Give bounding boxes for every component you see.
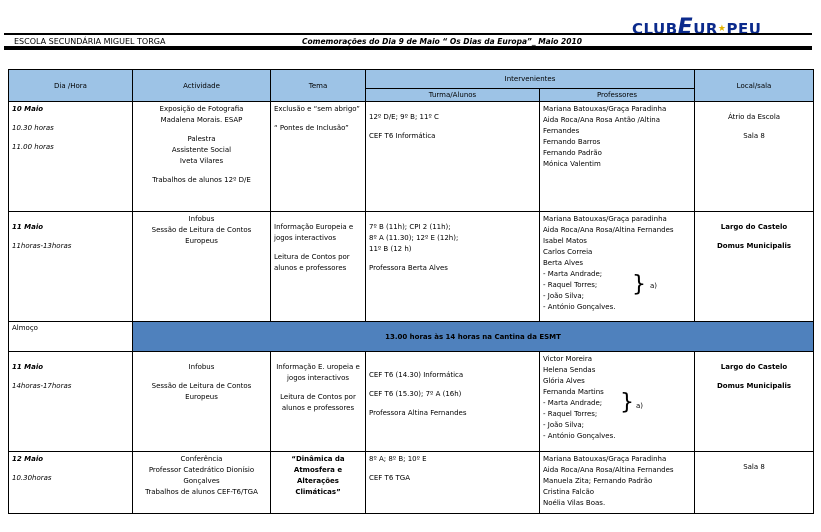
schedule-row: [9, 102, 814, 212]
brace-note: a): [650, 282, 658, 290]
row2-place: Largo do Castelo Domus Municipalis: [695, 212, 814, 322]
row1-classes: 12º D/E; 9º B; 11º C CEF T6 Informática: [366, 102, 540, 212]
row4-theme: “Dinâmica da Atmosfera e Alterações Climáticas”: [271, 452, 366, 514]
row2-teachers: Mariana Batouxas/Graça paradinha Aida Roca/Ana Rosa/Altina Fernandes Isabel Matos Carlos Correia Berta Alves - Marta Andrade; - Raquel Torres; - João Silva; - António Gonçalves. } a): [540, 212, 695, 322]
event-title: Comemorações do Dia 9 de Maio “ Os Dias da Europa”_ Maio 2010: [302, 37, 582, 46]
row1-teachers: Mariana Batouxas/Graça Paradinha Aida Roca/Ana Rosa Antão /Altina Fernandes Fernando Barros Fernando Padrão Mónica Valentim: [540, 102, 695, 212]
logo-text-club: CLUB: [632, 20, 678, 38]
lunch-row: [9, 322, 814, 352]
brace-note: a): [636, 402, 644, 410]
col-teachers: Professores: [540, 89, 695, 102]
row2-theme: Informação Europeia e jogos interactivos Leitura de Contos por alunos e professores: [271, 212, 366, 322]
logo-text-e: E: [677, 15, 694, 40]
schedule-row: [9, 452, 814, 514]
lunch-label: Almoço: [9, 322, 133, 352]
row4-place: Sala 8: [695, 452, 814, 514]
schedule-table: [8, 69, 814, 514]
row3-place: Largo do Castelo Domus Municipalis: [695, 352, 814, 452]
row1-activity: Exposição de Fotografia Madalena Morais. ESAP Palestra Assistente Social Iveta Vilares Trabalhos de alunos 12º D/E: [133, 102, 271, 212]
row4-classes: 8º A; 8º B; 10º E CEF T6 TGA: [366, 452, 540, 514]
header-row-1: [9, 70, 814, 89]
row2-activity: Infobus Sessão de Leitura de Contos Europeus: [133, 212, 271, 322]
col-activity: Actividade: [133, 70, 271, 102]
school-name: ESCOLA SECUNDÁRIA MIGUEL TORGA: [14, 37, 166, 46]
lunch-banner: 13.00 horas às 14 horas na Cantina da ESMT: [133, 322, 814, 352]
col-participants: Intervenientes: [366, 70, 695, 89]
brace-icon: }: [620, 390, 634, 415]
col-theme: Tema: [271, 70, 366, 102]
row3-day: 11 Maio 14horas-17horas: [9, 352, 133, 452]
row1-place: Átrio da Escola Sala 8: [695, 102, 814, 212]
logo-text-ur: UR: [693, 20, 718, 38]
logo-star-icon: ★: [717, 24, 727, 34]
logo-text-peu: PEU: [726, 20, 762, 38]
schedule-row: [9, 212, 814, 322]
document-header: [4, 33, 812, 50]
row4-teachers: Mariana Batouxas/Graça Paradinha Aida Roca/Ana Rosa/Altina Fernandes Manuela Zita; Fernando Padrão Cristina Falcão Noélia Vilas Boas.: [540, 452, 695, 514]
row3-activity: Infobus Sessão de Leitura de Contos Europeus: [133, 352, 271, 452]
col-place: Local/sala: [695, 70, 814, 102]
row2-classes: 7º B (11h); CPI 2 (11h); 8º A (11.30); 12º E (12h); 11º B (12 h) Professora Berta Alves: [366, 212, 540, 322]
schedule-row: [9, 352, 814, 452]
col-day: Dia /Hora: [9, 70, 133, 102]
brace-icon: }: [632, 272, 646, 297]
row4-day: 12 Maio 10.30horas: [9, 452, 133, 514]
row3-teachers: Victor Moreira Helena Sendas Glória Alves Fernanda Martins - Marta Andrade; - Raquel Torres; - João Silva; - António Gonçalves. } a): [540, 352, 695, 452]
row3-classes: CEF T6 (14.30) Informática CEF T6 (15.30); 7º A (16h) Professora Altina Fernandes: [366, 352, 540, 452]
row4-activity: Conferência Professor Catedrático Dionísio Gonçalves Trabalhos de alunos CEF-T6/TGA: [133, 452, 271, 514]
row2-day: 11 Maio 11horas-13horas: [9, 212, 133, 322]
row3-theme: Informação E. uropeia e jogos interactivos Leitura de Contos por alunos e professores: [271, 352, 366, 452]
col-classes: Turma/Alunos: [366, 89, 540, 102]
row1-theme: Exclusão e “sem abrigo” “ Pontes de Inclusão”: [271, 102, 366, 212]
row1-day: 10 Maio 10.30 horas 11.00 horas: [9, 102, 133, 212]
